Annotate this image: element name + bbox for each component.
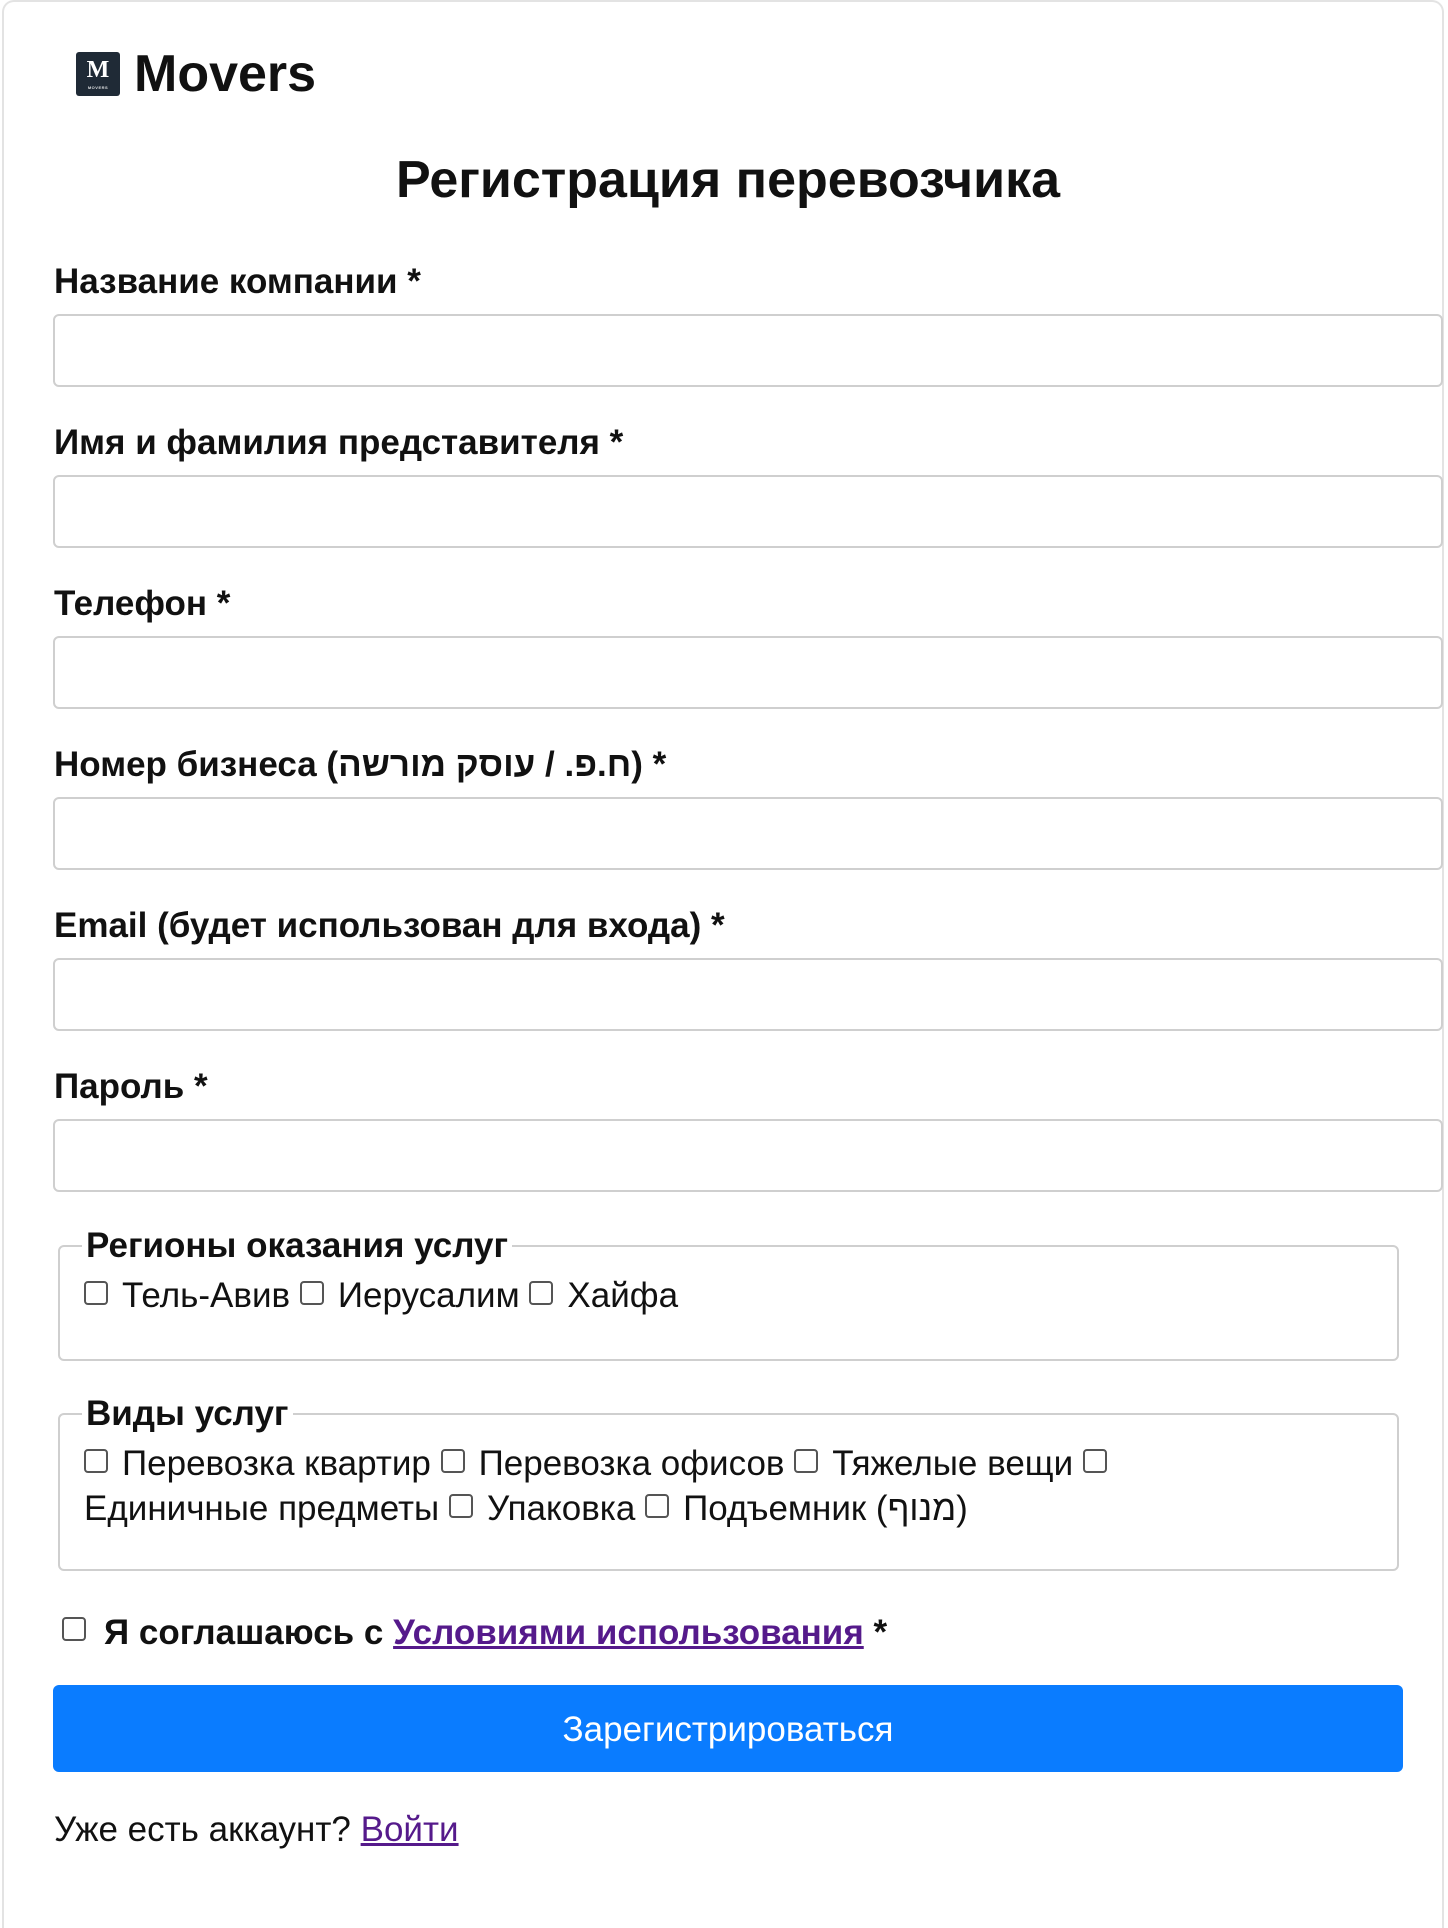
movers-logo-icon xyxy=(76,52,120,96)
region-option-jerusalem[interactable] xyxy=(300,1276,520,1315)
region-checkbox-haifa[interactable] xyxy=(529,1281,553,1305)
regions-fieldset xyxy=(58,1228,1399,1361)
service-option-single-items[interactable] xyxy=(84,1489,439,1528)
business-number-label: Номер бизнеса (ח.פ. / עוסק מורשה) * xyxy=(54,745,667,784)
representative-name-label: Имя и фамилия представителя * xyxy=(54,423,624,462)
email-input[interactable] xyxy=(53,958,1443,1031)
services-options xyxy=(84,1431,1254,1531)
terms-agreement xyxy=(62,1615,887,1650)
service-checkbox-packing[interactable] xyxy=(449,1494,473,1518)
service-option-apartments[interactable] xyxy=(84,1444,431,1483)
register-button[interactable]: Зарегистрироваться xyxy=(53,1685,1403,1772)
region-checkbox-jerusalem[interactable] xyxy=(300,1281,324,1305)
page-title: Регистрация перевозчика xyxy=(395,151,1061,209)
login-link[interactable]: Войти xyxy=(360,1810,459,1849)
representative-name-input[interactable] xyxy=(53,475,1443,548)
service-label-single-items: Единичные предметы xyxy=(84,1489,440,1528)
brand-name: Movers xyxy=(134,45,317,103)
logo-subtext: MOVERS xyxy=(87,85,109,90)
brand[interactable] xyxy=(76,45,317,103)
region-option-haifa[interactable] xyxy=(529,1276,678,1315)
region-option-tel-aviv[interactable] xyxy=(84,1276,290,1315)
password-input[interactable] xyxy=(53,1119,1443,1192)
logo-letter: M xyxy=(86,57,110,83)
service-checkbox-heavy-items[interactable] xyxy=(794,1449,818,1473)
service-label-lift: Подъемник (מנוף) xyxy=(683,1489,968,1528)
business-number-input[interactable] xyxy=(53,797,1443,870)
company-name-input[interactable] xyxy=(53,314,1443,387)
region-label-haifa: Хайфа xyxy=(567,1276,679,1315)
service-option-lift[interactable] xyxy=(645,1489,968,1528)
phone-input[interactable] xyxy=(53,636,1443,709)
services-legend: Виды услуг xyxy=(86,1394,289,1433)
company-name-label: Название компании * xyxy=(54,262,421,301)
services-fieldset xyxy=(58,1396,1399,1571)
service-option-offices[interactable] xyxy=(441,1444,785,1483)
regions-options xyxy=(84,1263,1377,1318)
email-label: Email (будет использован для входа) * xyxy=(54,906,725,945)
region-label-tel-aviv: Тель-Авив xyxy=(122,1276,291,1315)
service-checkbox-lift[interactable] xyxy=(645,1494,669,1518)
terms-prefix: Я соглашаюсь с xyxy=(104,1613,394,1652)
service-option-packing[interactable] xyxy=(449,1489,635,1528)
login-prompt: Уже есть аккаунт? xyxy=(54,1810,361,1849)
phone-label: Телефон * xyxy=(54,584,231,623)
service-label-offices: Перевозка офисов xyxy=(478,1444,785,1483)
password-label: Пароль * xyxy=(54,1067,208,1106)
region-label-jerusalem: Иерусалим xyxy=(337,1276,520,1315)
service-option-heavy-items[interactable] xyxy=(794,1444,1073,1483)
regions-legend: Регионы оказания услуг xyxy=(86,1226,509,1265)
service-label-packing: Упаковка xyxy=(486,1489,636,1528)
region-checkbox-tel-aviv[interactable] xyxy=(84,1281,108,1305)
terms-checkbox[interactable] xyxy=(62,1617,86,1641)
registration-card xyxy=(2,0,1444,1928)
service-label-heavy-items: Тяжелые вещи xyxy=(832,1444,1074,1483)
service-label-apartments: Перевозка квартир xyxy=(122,1444,431,1483)
service-checkbox-single-items[interactable] xyxy=(1083,1449,1107,1473)
terms-required-mark: * xyxy=(863,1613,888,1652)
login-prompt-line xyxy=(54,1812,459,1847)
service-checkbox-offices[interactable] xyxy=(441,1449,465,1473)
terms-link[interactable]: Условиями использования xyxy=(393,1613,864,1652)
service-checkbox-apartments[interactable] xyxy=(84,1449,108,1473)
